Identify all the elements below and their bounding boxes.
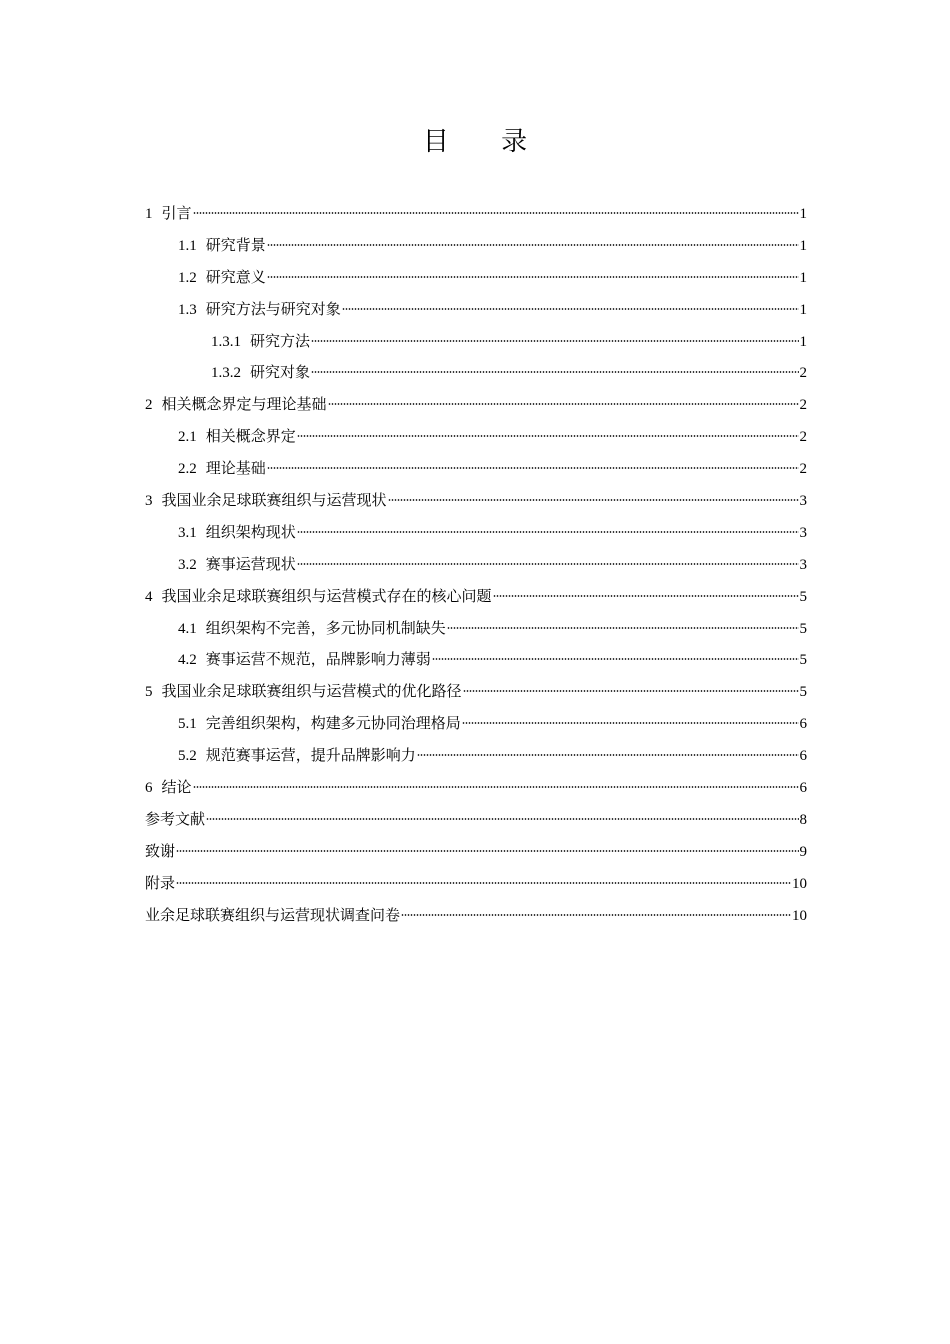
toc-entry-title: 研究背景 (205, 235, 266, 254)
toc-dot-leader (176, 881, 791, 885)
toc-dot-leader (342, 307, 799, 311)
toc-dot-leader (462, 721, 799, 725)
toc-entry[interactable] (145, 230, 807, 262)
toc-entry[interactable] (145, 644, 807, 676)
toc-entry[interactable] (145, 198, 807, 230)
toc-entry[interactable] (145, 389, 807, 421)
toc-entry-page-number: 2 (799, 365, 807, 382)
toc-entry[interactable] (145, 708, 807, 740)
toc-entry-title: 我国业余足球联赛组织与运营模式的优化路径 (161, 682, 462, 701)
toc-dot-leader (493, 594, 799, 598)
toc-entry-number: 1.3.1 (211, 333, 241, 350)
toc-list (145, 198, 807, 931)
toc-entry-page-number: 2 (799, 397, 807, 414)
toc-entry-number: 1 (145, 206, 153, 222)
toc-entry[interactable] (145, 868, 807, 900)
toc-dot-leader (297, 434, 799, 438)
toc-entry[interactable] (145, 549, 807, 581)
toc-dot-leader (193, 785, 799, 789)
toc-dot-leader (267, 466, 799, 470)
toc-entry-title: 研究方法 (250, 331, 311, 350)
toc-entry-title: 相关概念界定与理论基础 (161, 395, 327, 414)
toc-entry-page-number: 1 (799, 333, 807, 350)
toc-entry-page-number: 5 (799, 652, 807, 669)
toc-entry-number: 2 (145, 397, 153, 414)
toc-entry-number: 1.3 (178, 301, 197, 318)
toc-entry-title: 引言 (161, 204, 192, 222)
toc-dot-leader (447, 626, 799, 630)
toc-entry[interactable] (145, 326, 807, 358)
toc-dot-leader (297, 530, 799, 534)
toc-dot-leader (388, 498, 799, 502)
toc-entry-page-number: 9 (799, 843, 807, 860)
toc-entry-page-number: 2 (799, 429, 807, 446)
toc-entry[interactable] (145, 517, 807, 549)
toc-dot-leader (463, 689, 799, 693)
toc-entry-page-number: 8 (799, 811, 807, 828)
toc-entry-page-number: 1 (799, 206, 807, 222)
toc-entry-number: 3.2 (178, 556, 197, 573)
toc-dot-leader (311, 370, 798, 374)
toc-entry-title: 业余足球联赛组织与运营现状调查问卷 (145, 905, 401, 924)
toc-entry-title: 结论 (161, 778, 192, 797)
toc-dot-leader (206, 817, 798, 821)
toc-entry-number: 1.3.2 (211, 365, 241, 382)
toc-dot-leader (401, 913, 791, 917)
toc-entry-title: 附录 (145, 873, 176, 892)
toc-entry[interactable] (145, 772, 807, 804)
toc-entry[interactable] (145, 900, 807, 932)
toc-entry-page-number: 6 (799, 780, 807, 797)
toc-entry-title: 相关概念界定 (205, 427, 296, 446)
toc-entry-page-number: 3 (799, 556, 807, 573)
toc-entry-number: 5.1 (178, 716, 197, 733)
toc-entry-number: 2.2 (178, 461, 197, 478)
toc-dot-leader (297, 562, 799, 566)
toc-entry-number: 4 (145, 588, 153, 605)
toc-entry-title: 我国业余足球联赛组织与运营模式存在的核心问题 (161, 586, 492, 605)
toc-entry[interactable] (145, 485, 807, 517)
toc-entry-page-number: 1 (799, 237, 807, 254)
toc-entry-page-number: 5 (799, 588, 807, 605)
toc-entry-title: 致谢 (145, 841, 176, 860)
toc-entry[interactable] (145, 294, 807, 326)
toc-entry-page-number: 5 (799, 684, 807, 701)
toc-dot-leader (432, 657, 799, 661)
toc-entry-number: 1.2 (178, 269, 197, 286)
toc-entry[interactable] (145, 581, 807, 613)
toc-entry-title: 研究方法与研究对象 (205, 299, 341, 318)
toc-title: 目 录 (422, 127, 550, 157)
toc-entry-page-number: 10 (792, 907, 807, 924)
toc-entry[interactable] (145, 676, 807, 708)
toc-entry[interactable] (145, 804, 807, 836)
toc-entry-title: 赛事运营现状 (205, 554, 296, 573)
toc-dot-leader (193, 211, 799, 215)
toc-entry-title: 组织架构不完善，多元协同机制缺失 (205, 618, 446, 637)
toc-entry-title: 赛事运营不规范，品牌影响力薄弱 (205, 650, 431, 669)
toc-entry[interactable] (145, 613, 807, 645)
toc-entry-number: 4.2 (178, 652, 197, 669)
toc-dot-leader (267, 243, 799, 247)
toc-entry-page-number: 10 (792, 875, 807, 892)
toc-entry-page-number: 1 (799, 301, 807, 318)
toc-dot-leader (176, 849, 798, 853)
toc-dot-leader (311, 339, 798, 343)
toc-entry-page-number: 6 (799, 716, 807, 733)
toc-entry[interactable] (145, 262, 807, 294)
toc-entry-title: 理论基础 (205, 459, 266, 478)
toc-entry-page-number: 6 (799, 748, 807, 765)
toc-entry[interactable] (145, 740, 807, 772)
toc-entry-page-number: 5 (799, 620, 807, 637)
toc-entry[interactable] (145, 357, 807, 389)
toc-entry-title: 参考文献 (145, 809, 206, 828)
toc-entry-page-number: 3 (799, 524, 807, 541)
toc-entry-title: 研究对象 (250, 363, 311, 382)
toc-entry-page-number: 1 (799, 269, 807, 286)
toc-entry[interactable] (145, 453, 807, 485)
toc-entry-number: 4.1 (178, 620, 197, 637)
toc-entry[interactable] (145, 421, 807, 453)
toc-entry-number: 5.2 (178, 748, 197, 765)
toc-entry-title: 组织架构现状 (205, 522, 296, 541)
toc-entry-number: 3 (145, 493, 153, 510)
toc-dot-leader (328, 402, 799, 406)
toc-entry-number: 2.1 (178, 429, 197, 446)
toc-dot-leader (417, 753, 799, 757)
toc-entry-number: 5 (145, 684, 153, 701)
toc-entry-title: 研究意义 (205, 267, 266, 286)
toc-entry-number: 3.1 (178, 524, 197, 541)
toc-entry-title: 我国业余足球联赛组织与运营现状 (161, 491, 387, 510)
toc-entry-page-number: 2 (799, 461, 807, 478)
toc-dot-leader (267, 275, 799, 279)
toc-entry[interactable] (145, 836, 807, 868)
toc-entry-page-number: 3 (799, 493, 807, 510)
toc-entry-number: 1.1 (178, 237, 197, 254)
toc-entry-title: 规范赛事运营，提升品牌影响力 (205, 746, 416, 765)
toc-entry-title: 完善组织架构，构建多元协同治理格局 (205, 714, 461, 733)
toc-entry-number: 6 (145, 780, 153, 797)
